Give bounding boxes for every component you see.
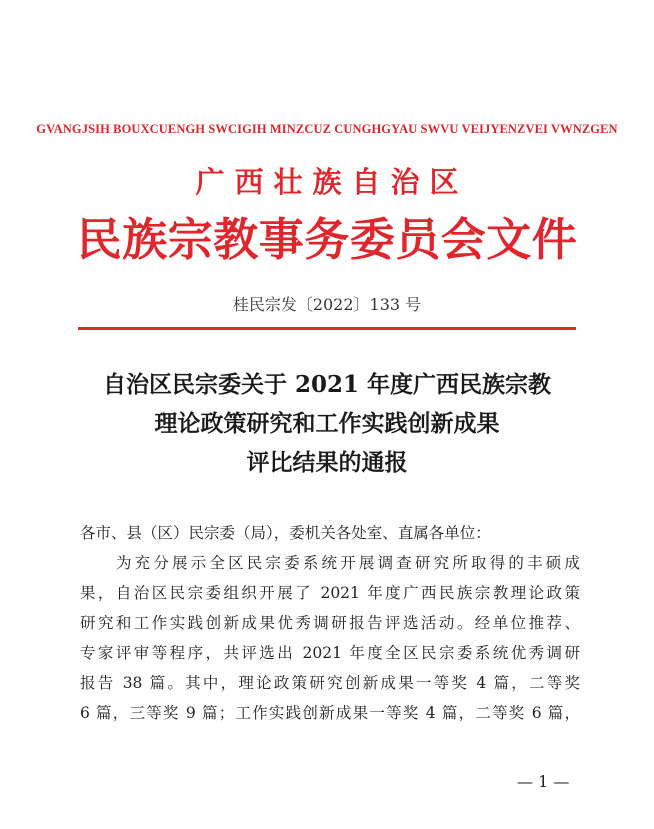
- title-line-3: 评比结果的通报: [246, 449, 408, 476]
- header-latin-name: GVANGJSIH BOUXCUENGH SWCIGIH MINZCUZ CUNGHGYAU SWVU VEIJYENZVEI VWNZGEN: [36, 122, 618, 136]
- document-title: [0, 365, 654, 482]
- header-org-title: 民族宗教事务委员会文件: [76, 213, 578, 266]
- doc-number: 桂民宗发〔2022〕133 号: [232, 295, 422, 314]
- page-number: — 1 —: [517, 772, 570, 791]
- title-line-1: 自治区民宗委关于 2021 年度广西民族宗教: [102, 371, 552, 398]
- paragraph-line: 果，自治区民宗委组织开展了 2021 年度广西民族宗教理论政策: [80, 584, 580, 602]
- paragraph-line: 6 篇，三等奖 9 篇；工作实践创新成果一等奖 4 篇，二等奖 6 篇，: [80, 704, 580, 722]
- paragraph-line: 专家评审等程序，共评选出 2021 年度全区民宗委系统优秀调研: [80, 644, 580, 662]
- document-body: [80, 518, 580, 728]
- title-line-2: 理论政策研究和工作实践创新成果: [154, 410, 500, 437]
- header-region: 广西壮族自治区: [195, 165, 469, 199]
- salutation: 各市、县（区）民宗委（局），委机关各处室、直属各单位：: [80, 524, 491, 542]
- red-divider-rule: [78, 327, 576, 330]
- paragraph-line: 为充分展示全区民宗委系统开展调查研究所取得的丰硕成: [116, 554, 580, 572]
- paragraph-line: 报告 38 篇。其中，理论政策研究创新成果一等奖 4 篇，二等奖: [80, 674, 580, 692]
- paragraph-line: 研究和工作实践创新成果优秀调研报告评选活动。经单位推荐、: [80, 614, 580, 632]
